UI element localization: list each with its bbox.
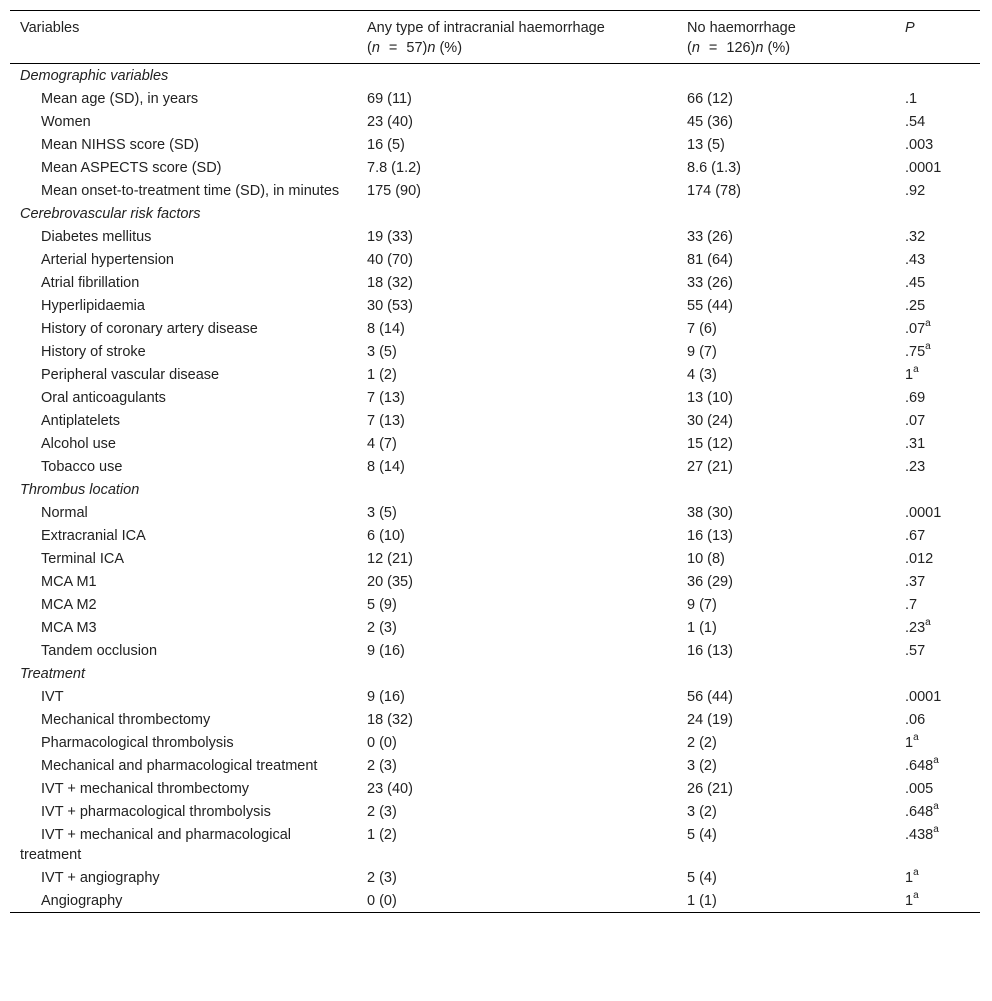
header-no-haemorrhage-n: (n = 126)n (%) [687,40,791,56]
haemorrhage-value: 23 (40) [367,114,413,130]
variable-label: Terminal ICA [41,551,124,567]
variable-label: Antiplatelets [41,413,120,429]
table-header-row [10,11,980,64]
variable-label: IVT + angiography [41,870,160,886]
variable-label: MCA M1 [41,574,97,590]
p-value: .45 [905,275,926,291]
haemorrhage-value: 1 (2) [367,367,397,383]
variable-label: Oral anticoagulants [41,390,166,406]
haemorrhage-value: 9 (16) [367,689,405,705]
variable-label: Arterial hypertension [41,252,174,268]
variable-label: Mean NIHSS score (SD) [41,137,199,153]
footnote-marker: a [913,732,919,744]
p-value: .648 [905,804,934,820]
header-no-haemorrhage-group [677,11,895,64]
table-row [10,866,980,889]
p-value: .57 [905,643,926,659]
p-value: .07 [905,413,926,429]
footnote-marker: a [925,617,931,629]
haemorrhage-value: 3 (5) [367,344,397,360]
haemorrhage-value: 2 (3) [367,620,397,636]
haemorrhage-value: 2 (3) [367,758,397,774]
p-value: .0001 [905,505,942,521]
haemorrhage-value: 2 (3) [367,804,397,820]
no-haemorrhage-value: 2 (2) [687,735,717,751]
p-value: .54 [905,114,926,130]
haemorrhage-variables-table [10,10,980,913]
footnote-marker: a [913,867,919,879]
table-row [10,685,980,708]
p-value: .25 [905,298,926,314]
variable-label: Pharmacological thrombolysis [41,735,234,751]
variable-label: Diabetes mellitus [41,229,152,245]
variable-label: Tobacco use [41,459,123,475]
haemorrhage-value: 69 (11) [367,91,412,107]
section-header-row [10,662,980,685]
p-value-cell [895,570,980,593]
haemorrhage-value: 7 (13) [367,390,405,406]
no-haemorrhage-value: 9 (7) [687,344,717,360]
p-value: 1 [905,367,914,383]
table-row [10,639,980,662]
haemorrhage-value: 2 (3) [367,870,397,886]
variable-label: Normal [41,505,88,521]
header-p-value: P [905,20,915,36]
table-row [10,547,980,570]
haemorrhage-value: 7.8 (1.2) [367,160,421,176]
footnote-marker: a [933,824,939,836]
no-haemorrhage-value: 56 (44) [687,689,733,705]
table-row [10,524,980,547]
p-value-cell [895,889,980,913]
no-haemorrhage-value: 3 (2) [687,758,717,774]
table-row [10,225,980,248]
haemorrhage-value: 5 (9) [367,597,397,613]
p-value: .648 [905,758,934,774]
haemorrhage-value: 175 (90) [367,183,422,199]
header-haemorrhage-title: Any type of intracranial haemorrhage [367,20,605,36]
variable-label: Mean onset-to-treatment time (SD), in minutes [41,183,340,199]
table-row [10,616,980,639]
no-haemorrhage-value: 1 (1) [687,893,717,909]
p-value: .92 [905,183,926,199]
no-haemorrhage-value: 26 (21) [687,781,733,797]
table-row [10,271,980,294]
no-haemorrhage-value: 8.6 (1.3) [687,160,741,176]
footnote-marker: a [913,890,919,902]
p-value-cell [895,685,980,708]
table-row [10,363,980,386]
section-title: Thrombus location [20,482,140,498]
haemorrhage-value: 30 (53) [367,298,413,314]
table-container [10,10,980,913]
table-body [10,64,980,913]
p-value: .31 [905,436,926,452]
p-value: .75 [905,344,926,360]
variable-label: IVT + mechanical thrombectomy [41,781,250,797]
p-value: .7 [905,597,918,613]
p-value-cell [895,271,980,294]
table-row [10,800,980,823]
p-value: .005 [905,781,934,797]
p-value-cell [895,432,980,455]
no-haemorrhage-value: 24 (19) [687,712,733,728]
haemorrhage-value: 18 (32) [367,712,413,728]
no-haemorrhage-value: 38 (30) [687,505,733,521]
no-haemorrhage-value: 33 (26) [687,275,733,291]
haemorrhage-value: 40 (70) [367,252,413,268]
p-value-cell [895,501,980,524]
no-haemorrhage-value: 13 (5) [687,137,725,153]
no-haemorrhage-value: 5 (4) [687,827,717,843]
footnote-marker: a [925,318,931,330]
table-row [10,340,980,363]
section-title: Demographic variables [20,68,169,84]
p-value-cell [895,777,980,800]
variable-label: IVT [41,689,64,705]
no-haemorrhage-value: 30 (24) [687,413,733,429]
p-value-cell [895,317,980,340]
no-haemorrhage-value: 15 (12) [687,436,733,452]
section-header-row [10,64,980,88]
no-haemorrhage-value: 55 (44) [687,298,733,314]
variable-label: Alcohol use [41,436,116,452]
p-value-cell [895,866,980,889]
p-value-cell [895,225,980,248]
haemorrhage-value: 12 (21) [367,551,413,567]
p-value: 1 [905,893,914,909]
p-value: .003 [905,137,934,153]
haemorrhage-value: 19 (33) [367,229,413,245]
haemorrhage-value: 16 (5) [367,137,405,153]
haemorrhage-value: 9 (16) [367,643,405,659]
footnote-marker: a [925,341,931,353]
no-haemorrhage-value: 3 (2) [687,804,717,820]
footnote-marker: a [933,755,939,767]
table-row [10,409,980,432]
header-variables: Variables [20,20,80,36]
p-value: 1 [905,735,914,751]
p-value: .0001 [905,160,942,176]
variable-label: IVT + pharmacological thrombolysis [41,804,271,820]
table-row [10,317,980,340]
p-value-cell [895,340,980,363]
header-no-haemorrhage-title: No haemorrhage [687,20,796,36]
variable-label: History of coronary artery disease [41,321,258,337]
p-value-cell [895,455,980,478]
variable-label: Peripheral vascular disease [41,367,220,383]
table-row [10,156,980,179]
p-value-cell [895,409,980,432]
haemorrhage-value: 1 (2) [367,827,397,843]
no-haemorrhage-value: 45 (36) [687,114,733,130]
variable-label: Mechanical and pharmacological treatment [41,758,318,774]
p-value-cell [895,547,980,570]
p-value: .07 [905,321,926,337]
table-row [10,731,980,754]
no-haemorrhage-value: 27 (21) [687,459,733,475]
p-value: .06 [905,712,926,728]
p-value-cell [895,87,980,110]
p-value: .1 [905,91,918,107]
haemorrhage-value: 23 (40) [367,781,413,797]
no-haemorrhage-value: 16 (13) [687,528,733,544]
p-value-cell [895,823,980,866]
variable-label: Mean ASPECTS score (SD) [41,160,222,176]
p-value: .438 [905,827,934,843]
table-row [10,386,980,409]
table-row [10,248,980,271]
section-header-row [10,478,980,501]
section-header-row [10,202,980,225]
p-value-cell [895,294,980,317]
variable-label: History of stroke [41,344,146,360]
variable-label: Angiography [41,893,123,909]
table-row [10,593,980,616]
p-value: .0001 [905,689,942,705]
p-value-cell [895,593,980,616]
haemorrhage-value: 8 (14) [367,459,405,475]
p-value: .23 [905,620,926,636]
section-title: Treatment [20,666,86,682]
no-haemorrhage-value: 16 (13) [687,643,733,659]
no-haemorrhage-value: 4 (3) [687,367,717,383]
haemorrhage-value: 0 (0) [367,893,397,909]
table-row [10,889,980,913]
no-haemorrhage-value: 81 (64) [687,252,733,268]
variable-label: Tandem occlusion [41,643,158,659]
p-value: .012 [905,551,934,567]
no-haemorrhage-value: 66 (12) [687,91,733,107]
table-row [10,133,980,156]
p-value: .69 [905,390,926,406]
variable-label: Women [41,114,91,130]
no-haemorrhage-value: 33 (26) [687,229,733,245]
footnote-marker: a [933,801,939,813]
p-value: .37 [905,574,926,590]
haemorrhage-value: 18 (32) [367,275,413,291]
p-value-cell [895,639,980,662]
no-haemorrhage-value: 10 (8) [687,551,725,567]
p-value-cell [895,386,980,409]
haemorrhage-value: 3 (5) [367,505,397,521]
p-value: .32 [905,229,926,245]
table-row [10,110,980,133]
table-row [10,708,980,731]
variable-label: Atrial fibrillation [41,275,140,291]
variable-label: Extracranial ICA [41,528,146,544]
p-value: 1 [905,870,914,886]
table-row [10,754,980,777]
table-row [10,823,980,866]
haemorrhage-value: 0 (0) [367,735,397,751]
p-value-cell [895,363,980,386]
variable-label: Mechanical thrombectomy [41,712,211,728]
table-row [10,432,980,455]
p-value: .43 [905,252,926,268]
variable-label: MCA M3 [41,620,97,636]
no-haemorrhage-value: 5 (4) [687,870,717,886]
table-row [10,501,980,524]
p-value-cell [895,248,980,271]
no-haemorrhage-value: 174 (78) [687,183,742,199]
haemorrhage-value: 4 (7) [367,436,397,452]
table-row [10,294,980,317]
table-row [10,570,980,593]
section-title: Cerebrovascular risk factors [20,206,201,222]
table-row [10,455,980,478]
header-haemorrhage-n: (n = 57)n (%) [367,40,463,56]
header-haemorrhage-group [357,11,677,64]
haemorrhage-value: 20 (35) [367,574,413,590]
table-row [10,87,980,110]
p-value-cell [895,133,980,156]
p-value-cell [895,616,980,639]
no-haemorrhage-value: 9 (7) [687,597,717,613]
p-value-cell [895,800,980,823]
p-value-cell [895,110,980,133]
haemorrhage-value: 6 (10) [367,528,405,544]
p-value-cell [895,708,980,731]
p-value-cell [895,179,980,202]
no-haemorrhage-value: 1 (1) [687,620,717,636]
p-value: .67 [905,528,926,544]
table-row [10,777,980,800]
variable-label: MCA M2 [41,597,97,613]
p-value-cell [895,754,980,777]
p-value: .23 [905,459,926,475]
haemorrhage-value: 8 (14) [367,321,405,337]
no-haemorrhage-value: 7 (6) [687,321,717,337]
footnote-marker: a [913,364,919,376]
no-haemorrhage-value: 36 (29) [687,574,733,590]
p-value-cell [895,524,980,547]
no-haemorrhage-value: 13 (10) [687,390,733,406]
p-value-cell [895,156,980,179]
p-value-cell [895,731,980,754]
variable-label: Hyperlipidaemia [41,298,145,314]
variable-label: IVT + mechanical and pharmacological treatment [20,827,291,863]
haemorrhage-value: 7 (13) [367,413,405,429]
variable-label: Mean age (SD), in years [41,91,199,107]
table-row [10,179,980,202]
